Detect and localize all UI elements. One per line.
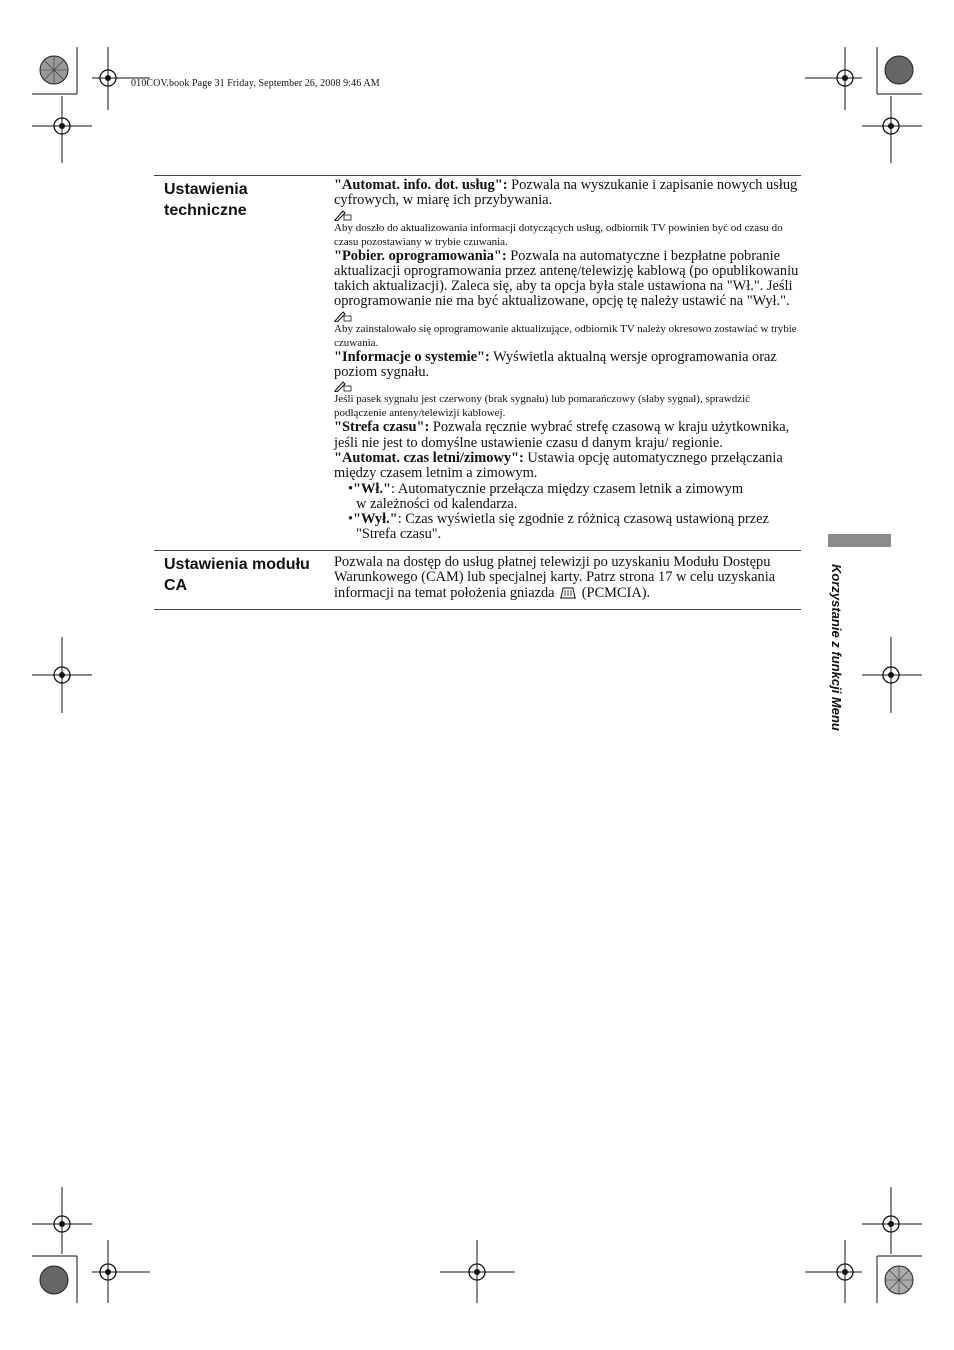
table-row (154, 551, 801, 610)
settings-table (154, 175, 801, 610)
setting-note: Jeśli pasek sygnału jest czerwony (brak sygnału) lub pomarańczowy (słaby sygnał), sprawdzić podłączenie anteny/telewizji kablowej. (334, 393, 751, 420)
setting-text: Pozwala na wyszukanie i zapisanie nowych usług cyfrowych, w miarę ich przybywania. (334, 177, 798, 209)
setting-entry (334, 451, 801, 482)
setting-entry (334, 178, 801, 209)
option-term: "Wył." (353, 511, 398, 528)
row-description (334, 176, 801, 550)
setting-note: Aby doszło do aktualizowania informacji dotyczących usług, odbiornik TV powinien być od czasu do czasu pozostawiany w trybie czuwania. (334, 221, 783, 248)
option-bullet: •"Wył.": Czas wyświetla się zgodnie z różnicą czasową ustawioną przez "Strefa czasu". (334, 512, 801, 543)
option-text: : Automatycznie przełącza między czasem letnik a zimowym (391, 480, 744, 497)
table-row (154, 176, 801, 551)
setting-entry (334, 420, 801, 451)
setting-term: "Informacje o systemie": (334, 348, 490, 365)
setting-entry (334, 555, 801, 602)
setting-text: Pozwala na dostęp do usług płatnej telewizji po uzyskaniu Modułu Dostępu Warunkowego (CAM) lub specjalnej karty. Patrz strona 17 w celu uzyskania informacji na temat położenia gniazda (334, 553, 776, 602)
setting-text: (PCMCIA). (578, 585, 651, 602)
setting-term: "Strefa czasu": (334, 419, 430, 436)
setting-text: Pozwala ręcznie wybrać strefę czasową w kraju użytkownika, jeśli nie jest to domyślne ustawienie czasu d danym kraju/ regionie. (334, 419, 790, 451)
setting-term: "Pobier. oprogramowania": (334, 247, 507, 264)
note-pencil-icon (334, 380, 352, 392)
print-header: 010COV.book Page 31 Friday, September 26, 2008 9:46 AM (131, 78, 380, 89)
setting-text: Pozwala na automatyczne i bezpłatne pobranie aktualizacji oprogramowania przez antenę/telewizję kablową (po opublikowaniu takich aktualizacji). Zaleca się, aby ta opcja była stale ustawiona na "Wł.". Jeśli oprogramowanie nie ma być aktualizowane, opcję tę należy ustawić na "Wył.". (334, 247, 799, 310)
setting-text: Ustawia opcję automatycznego przełączania między czasem letnim a zimowym. (334, 449, 783, 482)
setting-text: Wyświetla aktualną wersje oprogramowania oraz poziom sygnału. (334, 348, 777, 381)
setting-entry (334, 350, 801, 381)
option-term: "Wł." (353, 480, 392, 497)
section-side-label-text: Korzystanie z funkcji Menu (829, 564, 844, 731)
setting-entry (334, 249, 801, 310)
section-side-label (826, 564, 850, 754)
row-category: Ustawienia modułu CA (164, 555, 310, 594)
option-text-cont: w zależności od kalendarza. (356, 495, 518, 512)
setting-note: Aby zainstalowało się oprogramowanie aktualizujące, odbiornik TV należy okresowo zostawiać w trybie czuwania. (334, 322, 797, 349)
row-category: Ustawienia techniczne (164, 181, 248, 219)
section-tab-marker (828, 534, 891, 547)
pcmcia-slot-icon (558, 585, 578, 599)
note-pencil-icon (334, 209, 352, 221)
option-text-cont: "Strefa czasu". (356, 526, 442, 543)
setting-term: "Automat. info. dot. usług": (334, 177, 508, 193)
row-description (334, 551, 801, 609)
option-bullet: •"Wł.": Automatycznie przełącza między czasem letnik a zimowym w zależności od kalendarza. (334, 482, 801, 513)
option-text: : Czas wyświetla się zgodnie z różnicą czasową ustawioną przez (397, 511, 769, 528)
note-pencil-icon (334, 310, 352, 322)
setting-term: "Automat. czas letni/zimowy": (334, 449, 524, 466)
